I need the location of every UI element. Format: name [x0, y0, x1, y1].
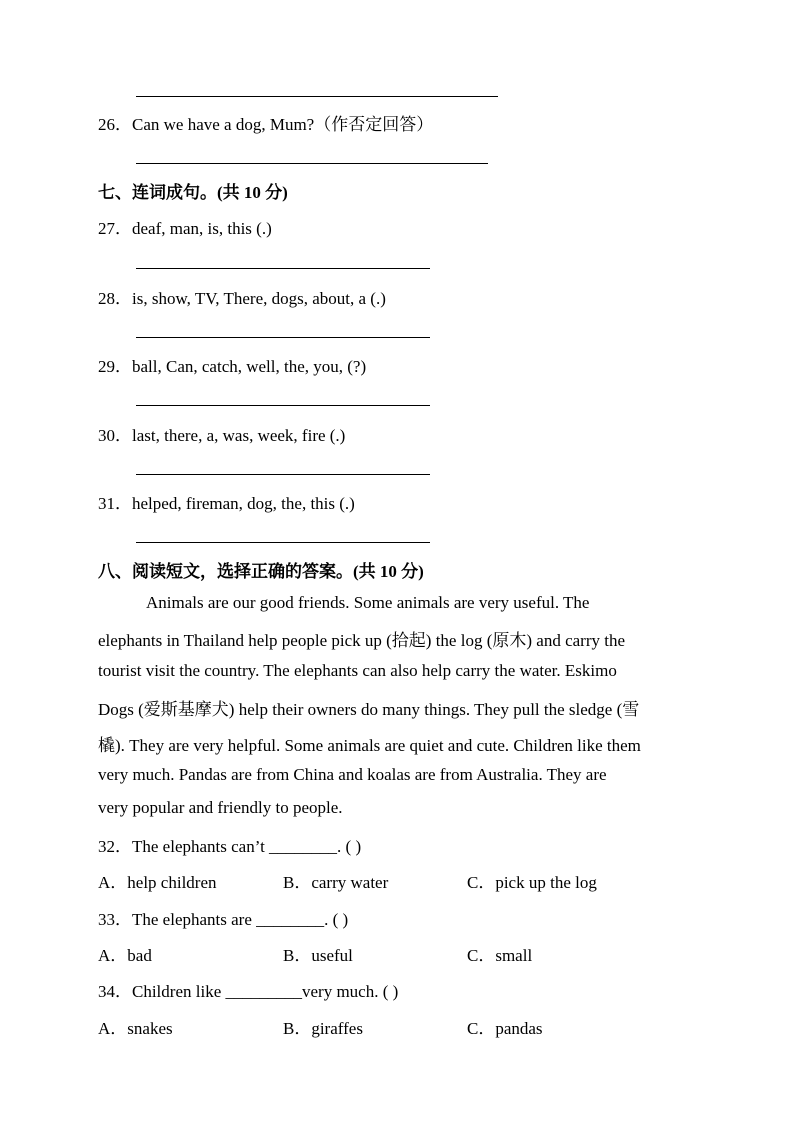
- passage-line-4: Dogs (爱斯基摩犬) help their owners do many things. They pull the sledge (雪: [98, 700, 640, 719]
- section-7-title: 七、连词成句。(共 10 分): [98, 183, 288, 202]
- question-text: deaf, man, is, this (.): [132, 219, 272, 238]
- question-28: [98, 284, 386, 309]
- question-number: 26．: [98, 115, 132, 134]
- answer-line-28: [136, 337, 430, 338]
- question-34-option-b[interactable]: B．giraffes: [283, 1019, 363, 1038]
- question-26: [98, 110, 433, 135]
- question-33-stem: 33．The elephants are ________. ( ): [98, 910, 349, 929]
- answer-line-27: [136, 268, 430, 269]
- section-8-title: 八、阅读短文，选择正确的答案。(共 10 分): [98, 562, 424, 581]
- passage-line-1: Animals are our good friends. Some animals are very useful. The: [146, 593, 590, 612]
- answer-line-30: [136, 474, 430, 475]
- question-32-stem: 32．The elephants can’t ________. ( ): [98, 837, 362, 856]
- question-31: [98, 489, 355, 514]
- question-33-option-a[interactable]: A．bad: [98, 946, 152, 965]
- answer-line-26: [136, 163, 488, 164]
- passage-line-6: very much. Pandas are from China and koalas are from Australia. They are: [98, 765, 607, 784]
- question-34-option-c[interactable]: C．pandas: [467, 1019, 543, 1038]
- question-27: [98, 214, 272, 239]
- question-34-option-a[interactable]: A．snakes: [98, 1019, 173, 1038]
- question-33-option-c[interactable]: C．small: [467, 946, 533, 965]
- question-number: 30．: [98, 426, 132, 445]
- question-32-option-a[interactable]: A．help children: [98, 873, 217, 892]
- question-text: is, show, TV, There, dogs, about, a (.): [132, 289, 386, 308]
- question-29: [98, 352, 366, 377]
- question-34-stem: 34．Children like _________very much. ( ): [98, 982, 399, 1001]
- answer-line-29: [136, 405, 430, 406]
- question-text: Can we have a dog, Mum?（作否定回答）: [132, 115, 434, 134]
- answer-line-31: [136, 542, 430, 543]
- passage-line-5: 橇). They are very helpful. Some animals are quiet and cute. Children like them: [98, 736, 641, 755]
- question-33-option-b[interactable]: B．useful: [283, 946, 353, 965]
- answer-line-25: [136, 96, 498, 97]
- question-number: 27．: [98, 219, 132, 238]
- question-30: [98, 421, 345, 446]
- question-32-option-b[interactable]: B．carry water: [283, 873, 389, 892]
- question-number: 31．: [98, 494, 132, 513]
- question-number: 29．: [98, 357, 132, 376]
- question-number: 28．: [98, 289, 132, 308]
- question-text: helped, fireman, dog, the, this (.): [132, 494, 355, 513]
- passage-line-7: very popular and friendly to people.: [98, 798, 343, 817]
- question-text: ball, Can, catch, well, the, you, (?): [132, 357, 367, 376]
- passage-line-3: tourist visit the country. The elephants can also help carry the water. Eskimo: [98, 661, 617, 680]
- question-text: last, there, a, was, week, fire (.): [132, 426, 346, 445]
- passage-line-2: elephants in Thailand help people pick up (拾起) the log (原木) and carry the: [98, 631, 625, 650]
- question-32-option-c[interactable]: C．pick up the log: [467, 873, 597, 892]
